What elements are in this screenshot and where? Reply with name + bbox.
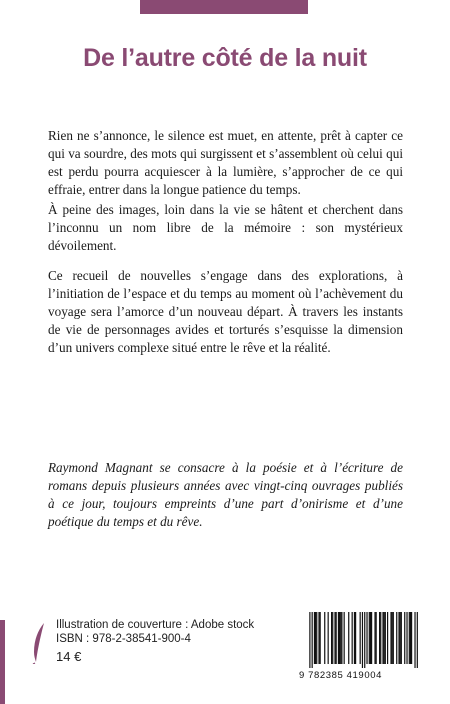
barcode-bar [336,612,337,664]
barcode-bar [324,612,325,664]
barcode-bar [409,612,410,664]
barcode-bar [374,612,375,664]
barcode-bar [341,612,342,664]
barcode-bar [400,612,401,664]
barcode-bar [393,612,394,664]
barcode-bar [392,612,393,664]
isbn-barcode [299,612,419,668]
barcode-bar [411,612,412,664]
barcode-bar [314,612,315,664]
top-accent-bar [140,0,308,14]
barcode-bar [387,612,388,664]
left-accent-stripe [0,620,5,704]
illustration-credit: Illustration de couverture : Adobe stock [56,619,255,631]
barcode-bar [382,612,383,664]
barcode-bar [379,612,380,664]
book-title: De l’autre côté de la nuit [83,44,367,72]
barcode-bar [338,612,339,664]
barcode-bar [396,612,397,664]
barcode-bar [312,612,313,668]
barcode-bar [352,612,353,664]
credits-block [56,618,254,646]
barcode-bar [376,612,377,664]
barcode-bar [385,612,386,664]
price: 14 € [56,649,82,664]
barcode-bar [364,612,365,668]
barcode-bar [340,612,341,664]
barcode-bar [360,612,361,664]
feather-icon [30,622,46,664]
barcode-bar [315,612,316,664]
barcode-bar [417,612,418,668]
barcode-bar [348,612,349,664]
barcode-bar [401,612,402,664]
barcode-bar [390,612,391,664]
barcode-bar [366,612,367,664]
barcode-bar [309,612,310,668]
barcode-digits: 9 782385 419004 [299,670,382,681]
barcode-bar [328,612,329,664]
barcode-bar [334,612,335,664]
barcode-bar [369,612,370,664]
barcode-bar [354,612,355,664]
blurb-paragraph-3: Ce recueil de nouvelles s’engage dans des explorations, à l’initiation de l’espace et du temps au moment où l’achèvement du voyage sera l’amorce d’un nouveau départ. À travers les instants de vie de personnages avides et torturés s’esquisse la dimension d’un univers complexe situé entre le rêve et la réalité. [48,268,403,355]
author-bio: Raymond Magnant se consacre à la poésie et à l’écriture de romans depuis plusieurs années avec vingt-cinq ouvrages publiés à ce jour, toujours empreints d’une part d’onirisme et d’une poétique du temps et du rêve. [48,460,403,529]
barcode-bar [318,612,319,664]
barcode-bar [332,612,333,664]
barcode-bar [406,612,407,664]
barcode-bar [370,612,371,664]
barcode-bar [362,612,363,668]
barcode-bar [331,612,332,664]
barcode-bar [384,612,385,664]
isbn-text: ISBN : 978-2-38541-900-4 [56,633,191,645]
barcode-bar [410,612,411,664]
barcode-bar [371,612,372,664]
barcode-bar [339,612,340,664]
barcode-bar [380,612,381,664]
barcode-bar [316,612,317,664]
barcode-bar [320,612,321,664]
barcode-bar [344,612,345,664]
blurb-paragraph-2: À peine des images, loin dans la vie se hâtent et cherchent dans l’inconnu un nom libre de la mémoire : son mystérieux dévoilement. [48,202,403,253]
blurb-paragraph-1: Rien ne s’annonce, le silence est muet, en attente, prêt à capter ce qui va sourdre, des mots qui surgissent et s’assemblent où celui qui est perdu pourra acquiescer à la lumière, s’approcher de ce qui effraie, entrer dans la longue patience du temps. [48,128,403,197]
barcode-bar [398,612,399,664]
barcode-bar [414,612,415,668]
barcode-bar [355,612,356,664]
barcode-bar [404,612,405,664]
